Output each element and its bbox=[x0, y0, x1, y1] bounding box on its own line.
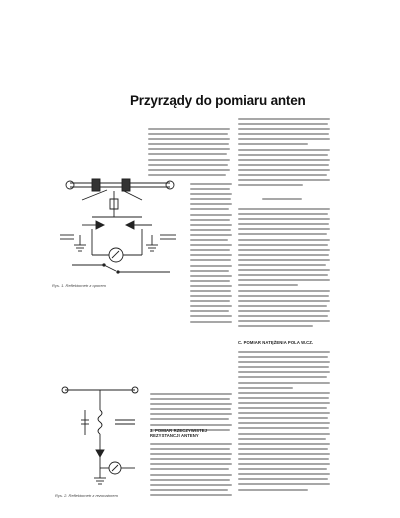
text-block-right-mid bbox=[238, 208, 330, 330]
figure-1-schematic bbox=[52, 165, 190, 280]
section-heading-c: C. POMIAR NATĘŻENIA POLA W.CZ. bbox=[238, 340, 314, 345]
figure-2-caption: Rys. 2. Reflektometr z rezonatorem bbox=[55, 493, 118, 498]
text-block-right-bottom bbox=[238, 351, 330, 494]
section-heading-3: 3. POMIAR RZECZYWISTEJ REZYSTANCJI ANTENY bbox=[150, 428, 208, 438]
figure-2-schematic bbox=[55, 380, 147, 492]
text-block-left-bottom bbox=[150, 443, 232, 499]
article-title: Przyrządy do pomiaru anten bbox=[130, 93, 306, 108]
text-block-right-top bbox=[238, 118, 330, 189]
formula-line bbox=[262, 198, 302, 203]
text-block-left-wrap bbox=[190, 183, 232, 326]
figure-1-caption: Rys. 1. Reflektometr z oporem bbox=[52, 283, 107, 288]
